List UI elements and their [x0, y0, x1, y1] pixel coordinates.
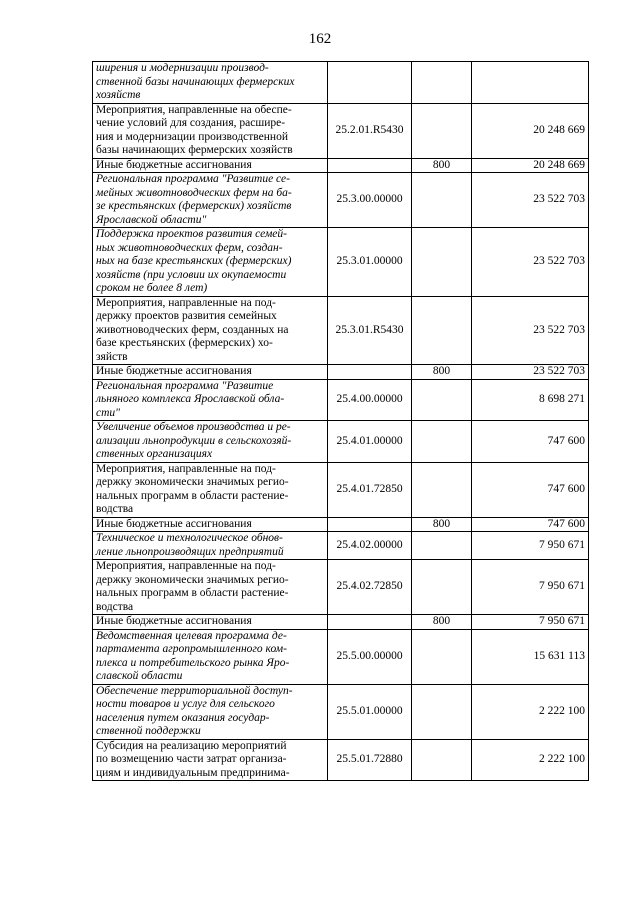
expense-type-cell	[412, 228, 472, 297]
expense-type-cell: 800	[412, 158, 472, 173]
target-code-cell	[328, 615, 412, 630]
item-name-cell: Поддержка проектов развития семей- ных животноводческих ферм, создан- ных на базе крестьянских (фермерских) хозяйств (при условии их окупаемости сроком не более 8 лет)	[93, 228, 328, 297]
table-row	[93, 615, 589, 630]
expense-type-cell	[412, 532, 472, 560]
target-code-cell	[328, 158, 412, 173]
target-code-cell: 25.4.02.72850	[328, 560, 412, 615]
expense-type-cell	[412, 421, 472, 463]
budget-table	[92, 61, 589, 781]
table-row	[93, 421, 589, 463]
table-row	[93, 462, 589, 517]
expense-type-cell	[412, 296, 472, 365]
item-name-cell: Обеспечение территориальной доступ- ности товаров и услуг для сельского населения путем оказания государ- ственной поддержки	[93, 684, 328, 739]
item-name-cell: Субсидия на реализацию мероприятий по возмещению части затрат организа- циям и индивидуальным предпринима-	[93, 739, 328, 781]
expense-type-cell	[412, 739, 472, 781]
expense-type-cell: 800	[412, 365, 472, 380]
amount-cell: 7 950 671	[472, 615, 589, 630]
amount-cell: 747 600	[472, 421, 589, 463]
table-row	[93, 365, 589, 380]
target-code-cell: 25.4.02.00000	[328, 532, 412, 560]
target-code-cell: 25.5.01.72880	[328, 739, 412, 781]
item-name-cell: Иные бюджетные ассигнования	[93, 365, 328, 380]
item-name-cell: Иные бюджетные ассигнования	[93, 517, 328, 532]
expense-type-cell	[412, 560, 472, 615]
table-row	[93, 173, 589, 228]
amount-cell: 23 522 703	[472, 228, 589, 297]
amount-cell: 7 950 671	[472, 560, 589, 615]
target-code-cell: 25.4.00.00000	[328, 379, 412, 421]
expense-type-cell	[412, 379, 472, 421]
expense-type-cell	[412, 684, 472, 739]
item-name-cell: Мероприятия, направленные на обеспе- чение условий для создания, расшире- ния и модернизации производственной базы начинающих фермерских хозяйств	[93, 103, 328, 158]
target-code-cell: 25.4.01.72850	[328, 462, 412, 517]
target-code-cell: 25.5.00.00000	[328, 629, 412, 684]
table-row	[93, 560, 589, 615]
amount-cell: 2 222 100	[472, 739, 589, 781]
item-name-cell: Мероприятия, направленные на под- держку проектов развития семейных животноводческих ферм, созданных на базе крестьянских (фермерских) хо- зяйств	[93, 296, 328, 365]
target-code-cell	[328, 517, 412, 532]
amount-cell: 20 248 669	[472, 103, 589, 158]
table-row	[93, 379, 589, 421]
budget-table-body	[93, 62, 589, 781]
item-name-cell: Техническое и технологическое обнов- ление льнопроизводящих предприятий	[93, 532, 328, 560]
table-row	[93, 684, 589, 739]
target-code-cell: 25.3.00.00000	[328, 173, 412, 228]
target-code-cell: 25.2.01.R5430	[328, 103, 412, 158]
target-code-cell	[328, 365, 412, 380]
target-code-cell: 25.3.01.R5430	[328, 296, 412, 365]
amount-cell: 20 248 669	[472, 158, 589, 173]
expense-type-cell	[412, 62, 472, 104]
table-row	[93, 739, 589, 781]
expense-type-cell: 800	[412, 517, 472, 532]
item-name-cell: Иные бюджетные ассигнования	[93, 158, 328, 173]
table-row	[93, 629, 589, 684]
amount-cell: 8 698 271	[472, 379, 589, 421]
expense-type-cell: 800	[412, 615, 472, 630]
item-name-cell: Региональная программа "Развитие льняного комплекса Ярославской обла- сти"	[93, 379, 328, 421]
table-row	[93, 158, 589, 173]
table-row	[93, 532, 589, 560]
item-name-cell: Ведомственная целевая программа де- партамента агропромышленного ком- плекса и потребительского рынка Яро- славской области	[93, 629, 328, 684]
table-row	[93, 517, 589, 532]
expense-type-cell	[412, 103, 472, 158]
table-row	[93, 296, 589, 365]
table-row	[93, 62, 589, 104]
table-row	[93, 228, 589, 297]
expense-type-cell	[412, 629, 472, 684]
expense-type-cell	[412, 462, 472, 517]
amount-cell: 747 600	[472, 462, 589, 517]
amount-cell: 23 522 703	[472, 296, 589, 365]
amount-cell	[472, 62, 589, 104]
amount-cell: 7 950 671	[472, 532, 589, 560]
item-name-cell: Мероприятия, направленные на под- держку экономически значимых регио- нальных программ в области растение- водства	[93, 560, 328, 615]
amount-cell: 2 222 100	[472, 684, 589, 739]
expense-type-cell	[412, 173, 472, 228]
target-code-cell: 25.5.01.00000	[328, 684, 412, 739]
item-name-cell: Мероприятия, направленные на под- держку экономически значимых регио- нальных программ в области растение- водства	[93, 462, 328, 517]
item-name-cell: Иные бюджетные ассигнования	[93, 615, 328, 630]
page-number: 162	[308, 31, 332, 47]
item-name-cell: Региональная программа "Развитие се- мейных животноводческих ферм на ба- зе крестьянских (фермерских) хозяйств Ярославской области"	[93, 173, 328, 228]
amount-cell: 15 631 113	[472, 629, 589, 684]
amount-cell: 23 522 703	[472, 173, 589, 228]
target-code-cell	[328, 62, 412, 104]
target-code-cell: 25.4.01.00000	[328, 421, 412, 463]
target-code-cell: 25.3.01.00000	[328, 228, 412, 297]
table-row	[93, 103, 589, 158]
amount-cell: 747 600	[472, 517, 589, 532]
amount-cell: 23 522 703	[472, 365, 589, 380]
item-name-cell: Увеличение объемов производства и ре- ализации льнопродукции в сельскохозяй- ственных организациях	[93, 421, 328, 463]
item-name-cell: ширения и модернизации производ- ственной базы начинающих фермерских хозяйств	[93, 62, 328, 104]
